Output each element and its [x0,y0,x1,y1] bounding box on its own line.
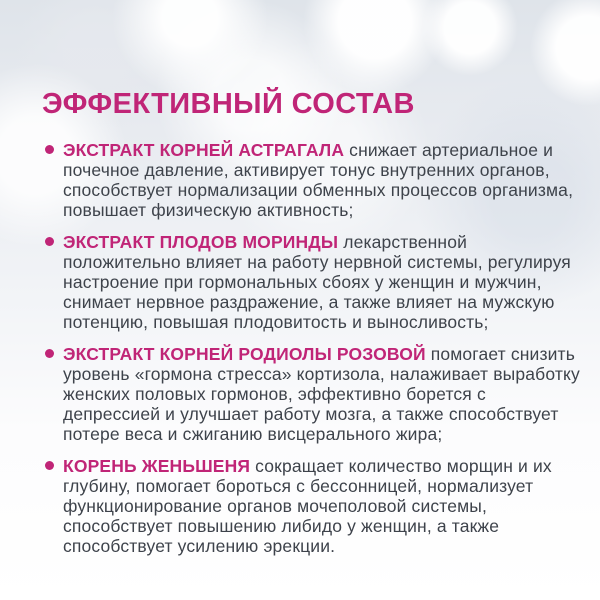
item-text [63,140,580,220]
list-item [42,456,580,556]
ingredient-name: КОРЕНЬ ЖЕНЬШЕНЯ [63,456,251,476]
item-text [63,456,580,556]
item-text [63,232,580,332]
ingredient-name: ЭКСТРАКТ КОРНЕЙ АСТРАГАЛА [63,140,345,160]
page-title: ЭФФЕКТИВНЫЙ СОСТАВ [42,88,415,120]
ingredient-description: сокращает количество морщин и их глубину, помогает бороться с бессонницей, нормализует функционирование органов мочеполовой системы, способствует повышению либидо у женщин, а также способствует усилению эрекции. [63,456,552,556]
bullet-icon [45,237,54,246]
item-text [63,344,580,444]
ingredient-name: ЭКСТРАКТ КОРНЕЙ РОДИОЛЫ РОЗОВОЙ [63,344,426,364]
list-item [42,232,580,332]
ingredient-description: помогает снизить уровень «гормона стресса» кортизола, налаживает выработку женских половых гормонов, эффективно борется с депрессией и улучшает работу мозга, а также способствует потере веса и сжиганию висцерального жира; [63,344,580,444]
ingredient-description: снижает артериальное и почечное давление, активирует тонус внутренних органов, способствует нормализации обменных процессов организма, повышает физическую активность; [63,140,574,220]
bullet-icon [45,461,54,470]
content-area [42,88,580,556]
bullet-icon [45,145,54,154]
ingredient-description: лекарственной положительно влияет на работу нервной системы, регулируя настроение при гормональных сбоях у женщин и мужчин, снимает нервное раздражение, а также влияет на мужскую потенцию, повышая плодовитость и выносливость; [63,232,571,332]
list-item [42,344,580,444]
list-item [42,140,580,220]
bullet-icon [45,349,54,358]
ingredient-list [42,140,580,556]
ingredient-name: ЭКСТРАКТ ПЛОДОВ МОРИНДЫ [63,232,339,252]
